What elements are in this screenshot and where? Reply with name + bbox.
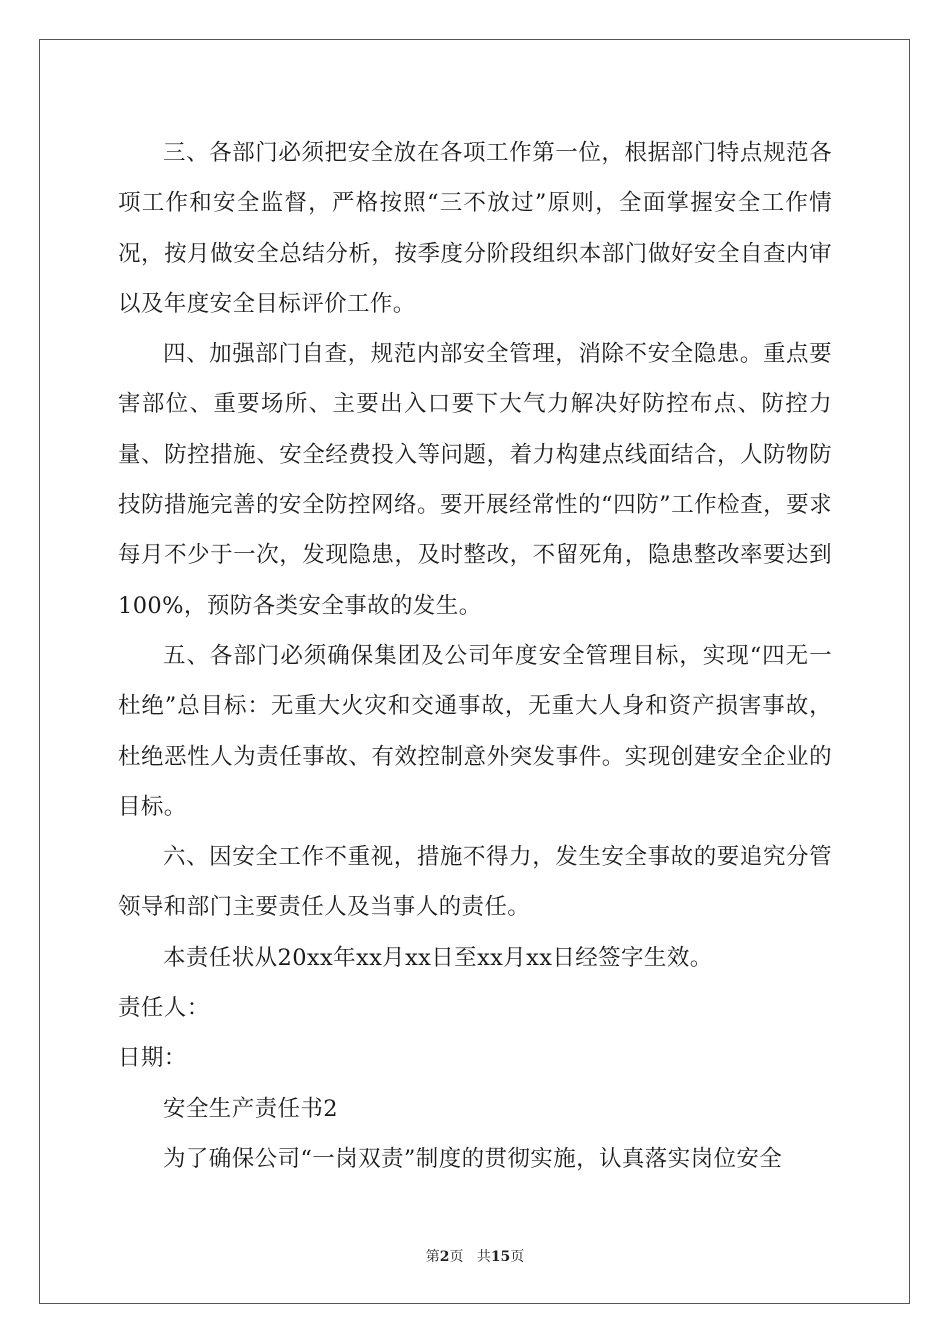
page-footer xyxy=(0,1246,950,1266)
footer-page-suffix: 页 xyxy=(449,1249,464,1265)
footer-page-prefix: 第 xyxy=(425,1249,440,1265)
document-body xyxy=(118,128,832,1184)
signature-label: 责任人： xyxy=(118,995,210,1022)
footer-total-prefix: 共 xyxy=(476,1249,491,1265)
footer-total-suffix: 页 xyxy=(510,1249,525,1265)
paragraph-item-6: 六、因安全工作不重视，措施不得力，发生安全事故的要追究分管领导和部门主要责任人及当事人的责任。 xyxy=(118,844,832,921)
paragraph-item-5: 五、各部门必须确保集团及公司年度安全管理目标，实现“四无一杜绝”总目标：无重大火灾和交通事故，无重大人身和资产损害事故，杜绝恶性人为责任事故、有效控制意外突发事件。实现创建安全企业的目标。 xyxy=(118,642,832,820)
footer-total-pages: 15 xyxy=(490,1249,511,1265)
validity-statement: 本责任状从20xx年xx月xx日至xx月xx日经签字生效。 xyxy=(163,944,713,971)
paragraph-item-4: 四、加强部门自查，规范内部安全管理，消除不安全隐患。重点要害部位、重要场所、主要出入口要下大气力解决好防控布点、防控力量、防控措施、安全经费投入等问题，着力构建点线面结合，人防物防技防措施完善的安全防控网络。要开展经常性的“四防”工作检查，要求每月不少于一次，发现隐患，及时整改，不留死角，隐患整改率要达到100%，预防各类安全事故的发生。 xyxy=(118,341,832,619)
date-label: 日期： xyxy=(118,1045,187,1072)
footer-page-number: 2 xyxy=(439,1249,450,1265)
paragraph-item-3: 三、各部门必须把安全放在各项工作第一位，根据部门特点规范各项工作和安全监督，严格按照“三不放过”原则，全面掌握安全工作情况，按月做安全总结分析，按季度分阶段组织本部门做好安全自查内审以及年度安全目标评价工作。 xyxy=(118,140,832,317)
section-title: 安全生产责任书2 xyxy=(163,1095,339,1122)
intro-paragraph: 为了确保公司“一岗双责”制度的贯彻实施，认真落实岗位安全 xyxy=(163,1145,783,1172)
